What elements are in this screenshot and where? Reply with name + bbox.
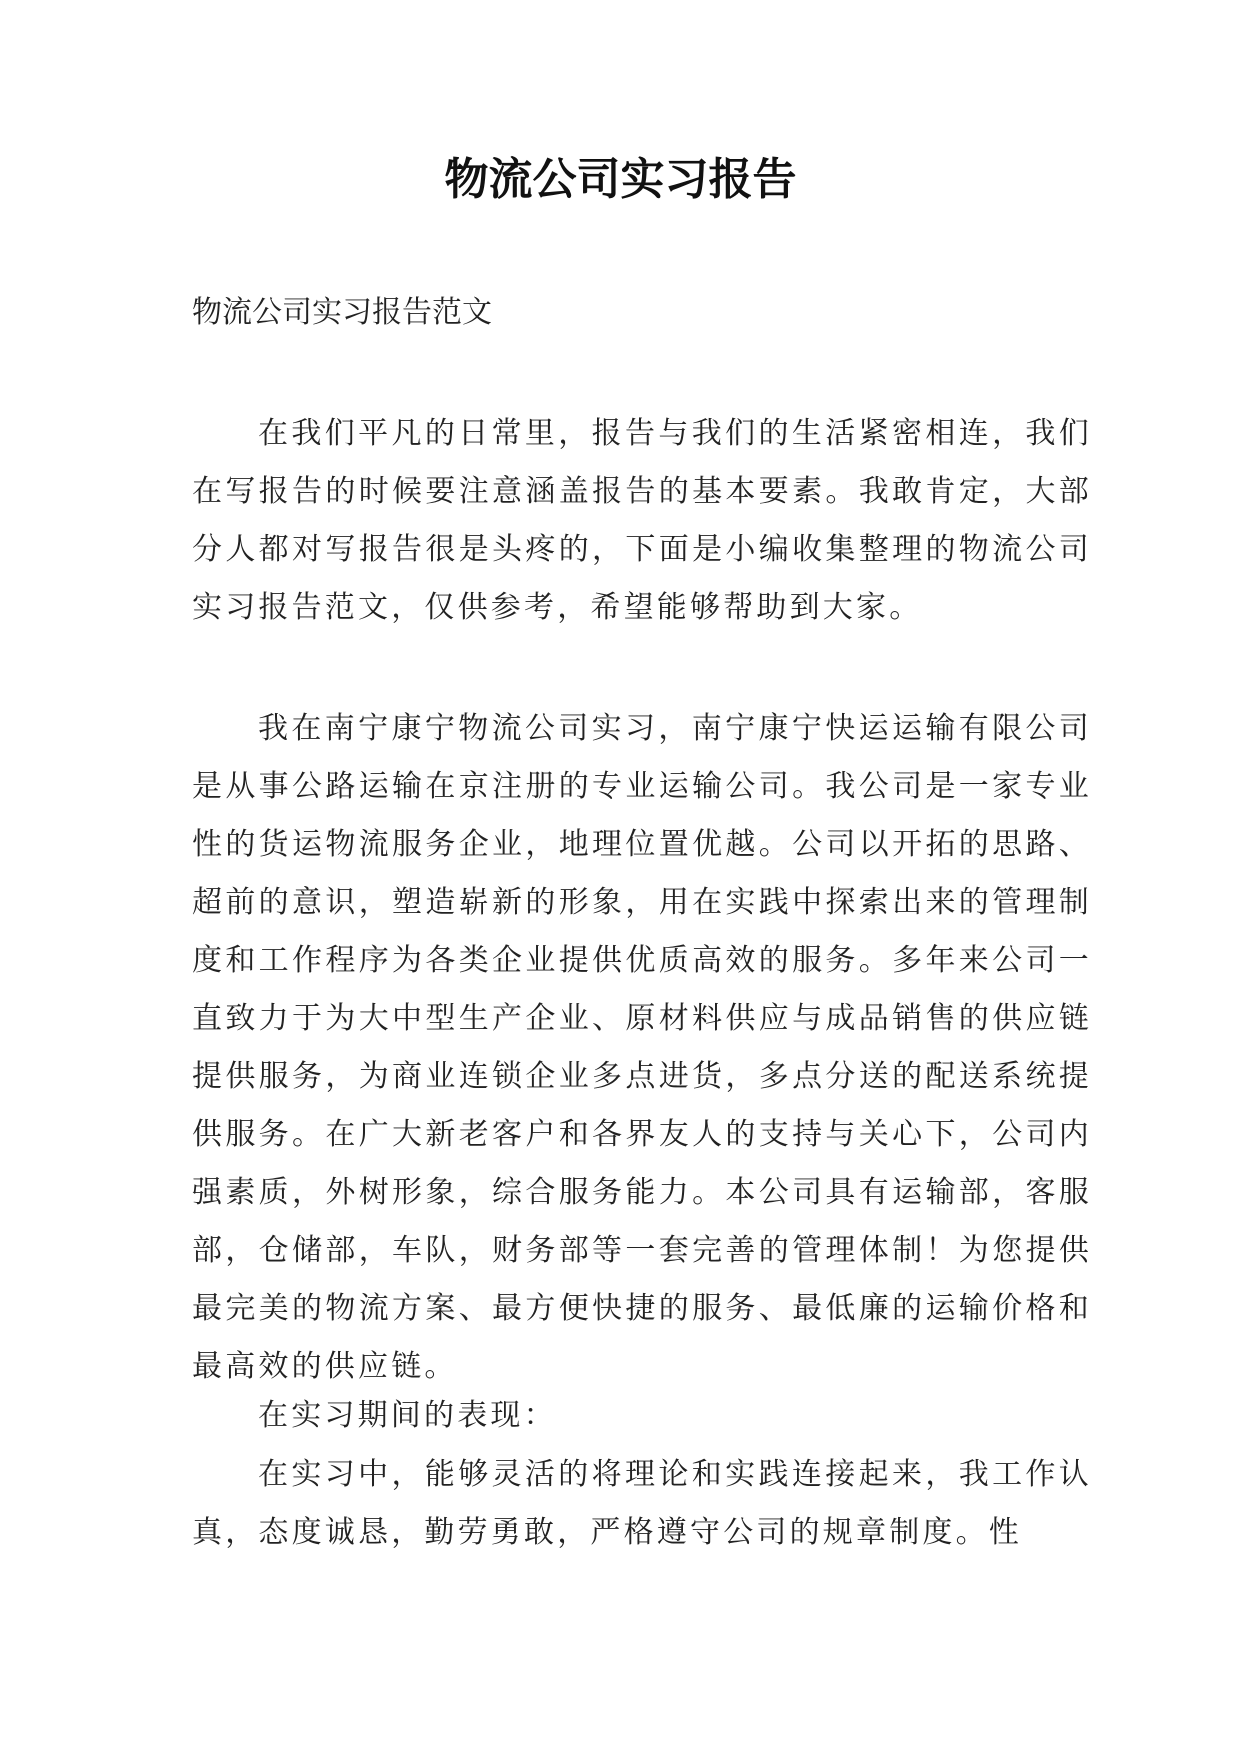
document-title: 物流公司实习报告 [444,154,797,205]
paragraph-intro: 在我们平凡的日常里，报告与我们的生活紧密相连，我们在写报告的时候要注意涵盖报告的基本要素。我敢肯定，大部分人都对写报告很是头疼的，下面是小编收集整理的物流公司实习报告范文，仅供参考，希望能够帮助到大家。 [192,416,1092,625]
document-subtitle: 物流公司实习报告范文 [192,295,492,330]
paragraph-performance-heading: 在实习期间的表现： [258,1398,557,1433]
paragraph-performance: 在实习中，能够灵活的将理论和实践连接起来，我工作认真，态度诚恳，勤劳勇敢，严格遵守公司的规章制度。性 [192,1457,1092,1550]
paragraph-company: 我在南宁康宁物流公司实习，南宁康宁快运运输有限公司是从事公路运输在京注册的专业运输公司。我公司是一家专业性的货运物流服务企业，地理位置优越。公司以开拓的思路、超前的意识，塑造崭新的形象，用在实践中探索出来的管理制度和工作程序为各类企业提供优质高效的服务。多年来公司一直致力于为大中型生产企业、原材料供应与成品销售的供应链提供服务，为商业连锁企业多点进货，多点分送的配送系统提供服务。在广大新老客户和各界友人的支持与关心下，公司内强素质，外树形象，综合服务能力。本公司具有运输部，客服部，仓储部，车队，财务部等一套完善的管理体制！为您提供最完美的物流方案、最方便快捷的服务、最低廉的运输价格和最高效的供应链。 [192,711,1092,1384]
